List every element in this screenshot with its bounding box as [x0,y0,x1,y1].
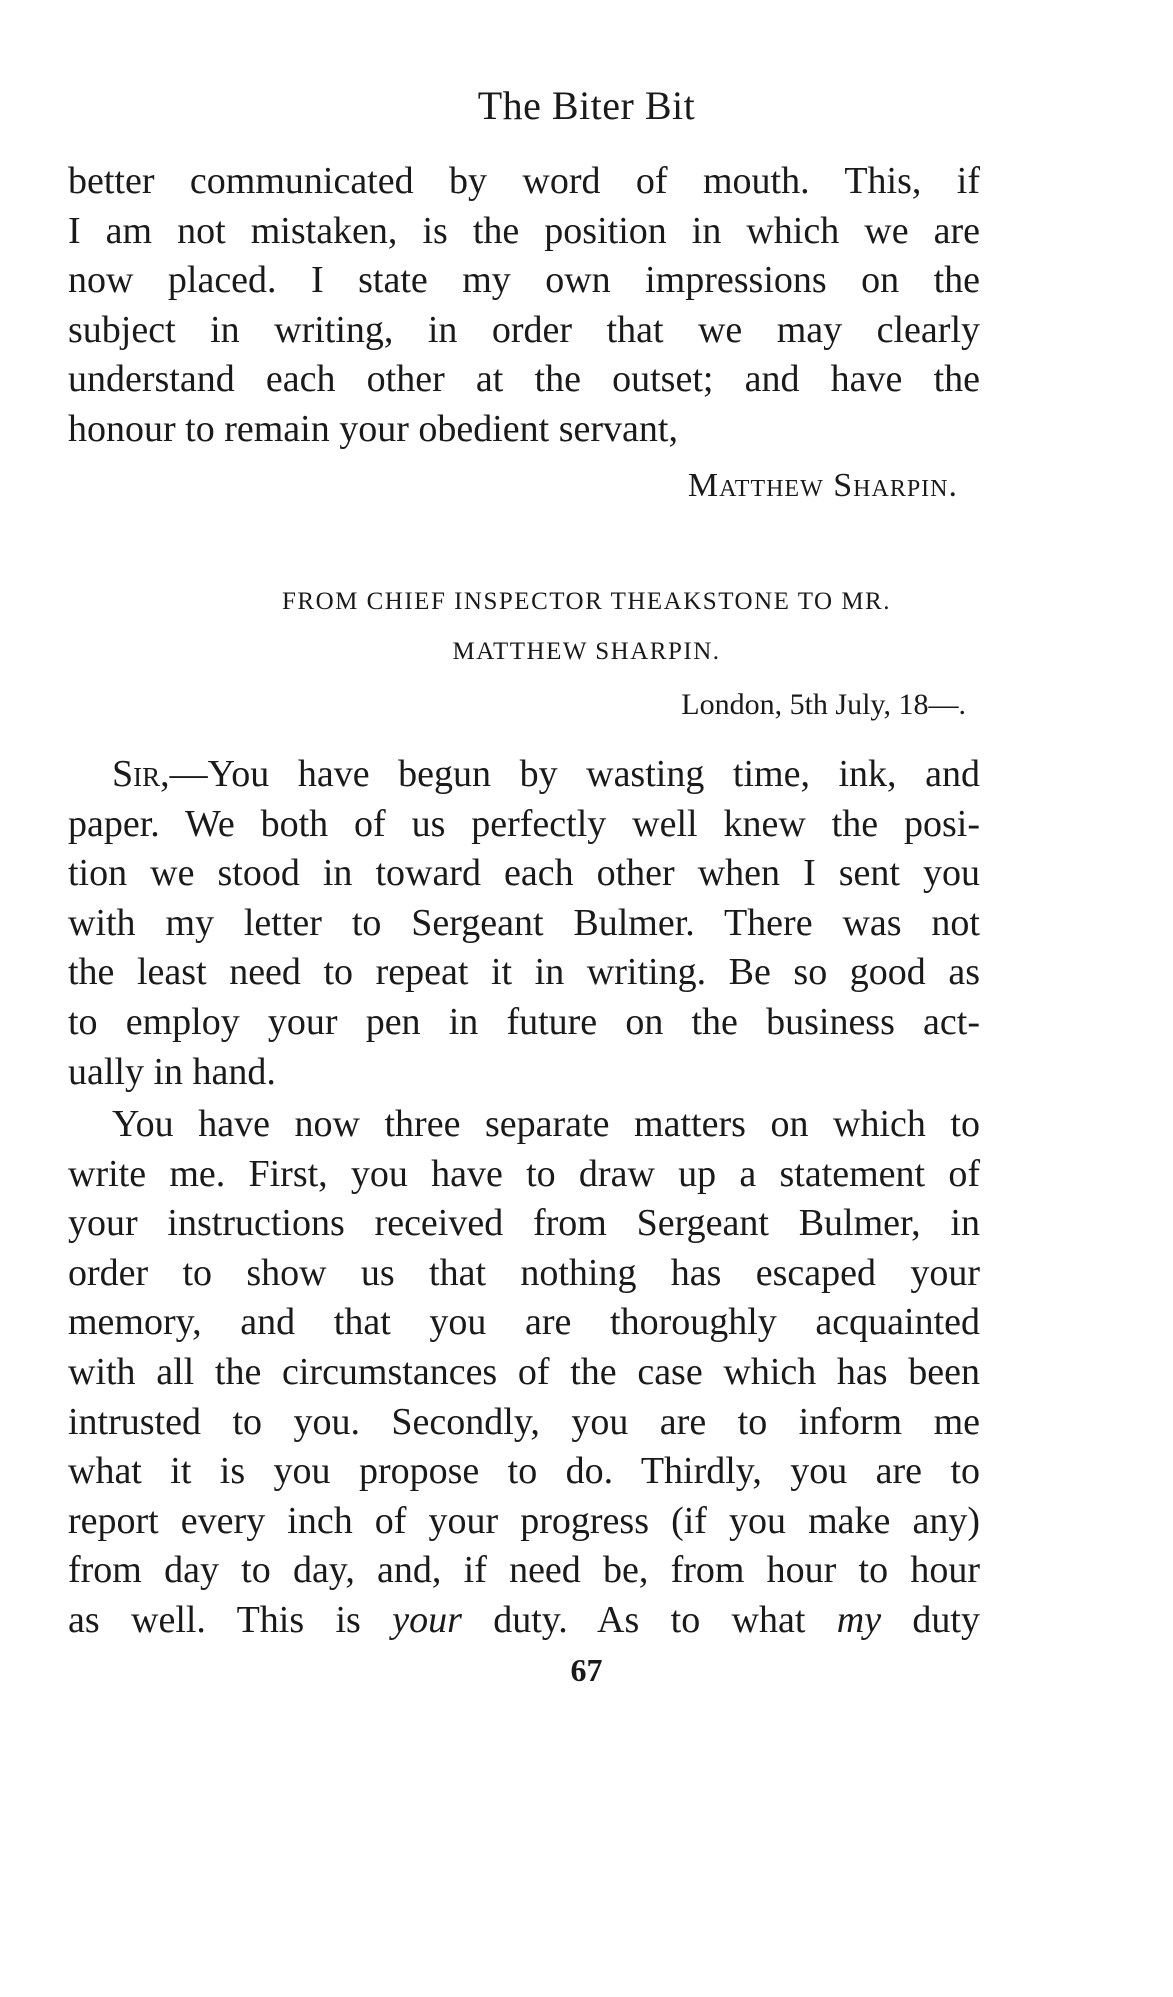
running-head: The Biter Bit [477,83,696,128]
text-line: better communicated by word of mouth. This, if [68,160,980,202]
paragraph-closing [68,157,980,455]
text-line: write me. First, you have to draw up a statement of [68,1152,980,1195]
text-line: your instructions received from Sergeant Bulmer, in [68,1202,980,1245]
paragraph-sir [68,750,980,1097]
text-fragment: —You have begun by wasting time, ink, and [169,753,980,795]
text-line: to employ your pen in future on the business act- [68,1000,980,1043]
text-line: honour to remain your obedient servant, [68,407,678,450]
text-line: tion we stood in toward each other when I sent you [68,852,980,895]
text-line: what it is you propose to do. Thirdly, you are to [68,1450,980,1493]
text-line: from day to day, and, if need be, from hour to hour [68,1549,980,1592]
text-line: with all the circumstances of the case which has been [68,1350,980,1393]
text-line: subject in writing, in order that we may clearly [68,308,980,351]
text-fragment: duty. As to what [461,1598,837,1641]
text-line: ually in hand. [68,1050,276,1093]
signature: Matthew Sharpin. [687,467,958,504]
page-number: 67 [570,1652,603,1688]
text-line: understand each other at the outset; and have the [68,358,980,401]
text-line: intrusted to you. Secondly, you are to inform me [68,1400,980,1443]
text-fragment: as well. This is [68,1598,393,1641]
paragraph-three-matters [68,1100,980,1646]
text-line: the least need to repeat it in writing. Be so good as [68,951,980,994]
text-fragment: duty [881,1598,980,1641]
salutation: Sir, [112,753,170,795]
text-line: I am not mistaken, is the position in which we are [68,209,980,252]
text-line: with my letter to Sergeant Bulmer. There was not [68,901,980,944]
text-line: report every inch of your progress (if you make any) [68,1499,980,1542]
text-line: now placed. I state my own impressions on the [68,259,980,302]
emphasis: your [392,1598,462,1641]
text-line [68,750,980,800]
text-line: order to show us that nothing has escaped your [68,1251,980,1294]
letter-heading-line: MATTHEW SHARPIN. [452,638,721,665]
letter-heading-line: FROM CHIEF INSPECTOR THEAKSTONE TO MR. [282,588,891,615]
dateline: London, 5th July, 18—. [681,688,966,721]
emphasis: my [836,1598,882,1641]
text-line: paper. We both of us perfectly well knew the posi- [68,802,980,845]
text-line: You have now three separate matters on which to [112,1103,980,1145]
text-line [68,1596,980,1646]
text-line: memory, and that you are thoroughly acquainted [68,1301,980,1344]
